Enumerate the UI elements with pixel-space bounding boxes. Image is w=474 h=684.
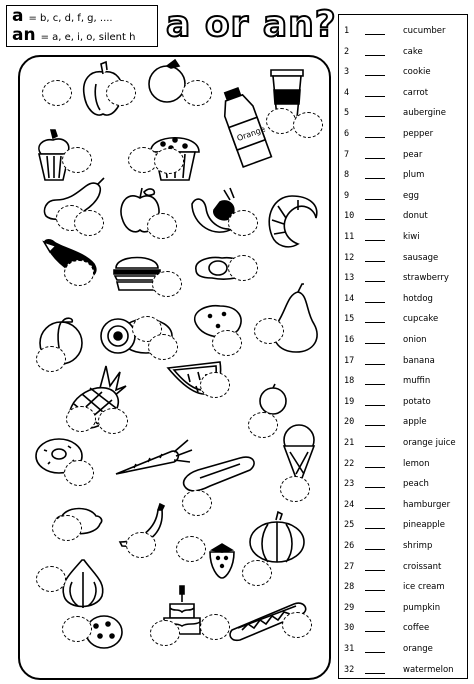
list-item — [339, 82, 469, 102]
answer-circle[interactable] — [200, 372, 230, 398]
item-word: pumpkin — [403, 602, 441, 613]
answer-circle[interactable] — [148, 334, 178, 360]
list-item — [339, 185, 469, 205]
onion-icon — [58, 556, 108, 612]
answer-blank[interactable] — [365, 405, 385, 406]
item-number: 5 — [344, 108, 350, 119]
item-word: coffee — [403, 623, 430, 634]
item-number: 24 — [344, 499, 355, 510]
list-item — [339, 41, 469, 61]
answer-circle[interactable] — [62, 616, 92, 642]
list-item — [339, 411, 469, 431]
item-number: 10 — [344, 211, 355, 222]
item-word: kiwi — [403, 232, 420, 242]
list-item — [339, 247, 469, 267]
item-word: croissant — [403, 561, 442, 572]
answer-blank[interactable] — [365, 96, 385, 97]
answer-circle[interactable] — [52, 515, 82, 541]
item-number: 4 — [344, 87, 350, 98]
juice-label: Orange — [235, 124, 267, 144]
list-item — [339, 391, 469, 411]
answer-circle[interactable] — [36, 346, 66, 372]
item-number: 31 — [344, 644, 355, 654]
answer-blank[interactable] — [365, 199, 385, 200]
pumpkin-icon — [248, 512, 306, 564]
item-word: onion — [403, 335, 427, 345]
item-number: 1 — [344, 26, 350, 36]
answer-blank[interactable] — [365, 508, 385, 509]
item-word: peach — [403, 479, 429, 490]
item-word: potato — [403, 396, 431, 407]
item-number: 21 — [344, 438, 355, 448]
item-number: 30 — [344, 623, 355, 634]
list-item — [339, 267, 469, 287]
answer-circle[interactable] — [66, 406, 96, 432]
item-number: 18 — [344, 376, 355, 387]
item-word: carrot — [403, 87, 429, 98]
answer-blank[interactable] — [365, 528, 385, 529]
answer-blank[interactable] — [365, 425, 385, 426]
item-number: 32 — [344, 664, 355, 675]
item-word: pepper — [403, 129, 434, 139]
rule-a — [12, 6, 113, 26]
item-word: hamburger — [403, 499, 451, 510]
item-number: 16 — [344, 335, 355, 345]
answer-circle[interactable] — [228, 210, 258, 236]
item-number: 3 — [344, 67, 350, 78]
answer-circle[interactable] — [62, 147, 92, 173]
page-title: a or an? — [166, 4, 337, 45]
list-item — [339, 123, 469, 143]
cucumber-icon — [180, 452, 260, 492]
answer-circle[interactable] — [228, 255, 258, 281]
answer-blank[interactable] — [365, 178, 385, 179]
list-item — [339, 514, 469, 534]
answer-blank[interactable] — [365, 487, 385, 488]
item-number: 2 — [344, 46, 350, 57]
answer-blank[interactable] — [365, 384, 385, 385]
answer-blank[interactable] — [365, 322, 385, 323]
list-item — [339, 102, 469, 122]
item-number: 9 — [344, 190, 350, 201]
rule-an-letter: an — [12, 25, 36, 45]
item-number: 13 — [344, 273, 355, 284]
item-number: 11 — [344, 232, 355, 242]
answer-blank[interactable] — [365, 302, 385, 303]
answer-blank[interactable] — [365, 116, 385, 117]
answer-circle[interactable] — [154, 148, 184, 174]
answer-blank[interactable] — [365, 219, 385, 220]
list-item — [339, 144, 469, 164]
list-item — [339, 473, 469, 493]
item-word: cake — [403, 46, 423, 57]
list-item — [339, 597, 469, 617]
list-item — [339, 638, 469, 658]
answer-circle[interactable] — [147, 213, 177, 239]
answer-blank[interactable] — [365, 570, 385, 571]
pear-icon — [268, 282, 322, 354]
item-word: aubergine — [403, 108, 446, 119]
item-number: 22 — [344, 458, 355, 469]
list-item — [339, 61, 469, 81]
list-item — [339, 556, 469, 576]
answer-circle[interactable] — [182, 490, 212, 516]
answer-blank[interactable] — [365, 343, 385, 344]
item-number: 19 — [344, 396, 355, 407]
list-item — [339, 535, 469, 555]
item-number: 27 — [344, 561, 355, 572]
answer-blank[interactable] — [365, 281, 385, 282]
item-word: cucumber — [403, 26, 446, 36]
item-word: pear — [403, 149, 423, 160]
juice-bottle-icon — [216, 86, 274, 170]
item-number: 15 — [344, 314, 355, 325]
answer-circle[interactable] — [64, 460, 94, 486]
item-number: 8 — [344, 170, 350, 181]
rule-a-text: = b, c, d, f, g, .... — [28, 13, 113, 24]
list-item — [339, 226, 469, 246]
item-word: lemon — [403, 458, 430, 469]
answer-circle[interactable] — [74, 210, 104, 236]
answer-circle[interactable] — [242, 560, 272, 586]
item-word: sausage — [403, 252, 439, 263]
answer-circle[interactable] — [212, 330, 242, 356]
list-item — [339, 205, 469, 225]
item-number: 29 — [344, 602, 355, 613]
item-number: 20 — [344, 417, 355, 428]
rule-a-letter: a — [12, 6, 24, 26]
answer-blank[interactable] — [365, 55, 385, 56]
list-item — [339, 494, 469, 514]
answer-circle[interactable] — [280, 476, 310, 502]
answer-circle[interactable] — [36, 566, 66, 592]
item-word: cookie — [403, 67, 431, 78]
answer-circle[interactable] — [282, 612, 312, 638]
answer-circle[interactable] — [254, 318, 284, 344]
list-item — [339, 432, 469, 452]
answer-circle[interactable] — [200, 614, 230, 640]
list-item — [339, 164, 469, 184]
item-word: strawberry — [403, 273, 449, 284]
answer-blank[interactable] — [365, 261, 385, 262]
answer-blank[interactable] — [365, 446, 385, 447]
answer-circle[interactable] — [266, 108, 296, 134]
strawberry-icon — [206, 540, 238, 580]
list-item — [339, 453, 469, 473]
rule-box — [6, 5, 158, 47]
answer-blank[interactable] — [365, 75, 385, 76]
answer-blank[interactable] — [365, 611, 385, 612]
item-word: watermelon — [403, 664, 454, 675]
item-number: 28 — [344, 582, 355, 593]
list-item — [339, 329, 469, 349]
item-word: orange juice — [403, 438, 456, 448]
item-number: 23 — [344, 479, 355, 490]
answer-blank[interactable] — [365, 652, 385, 653]
answer-circle[interactable] — [176, 536, 206, 562]
item-number: 12 — [344, 252, 355, 263]
answer-blank[interactable] — [365, 467, 385, 468]
answer-circle[interactable] — [248, 412, 278, 438]
list-item — [339, 370, 469, 390]
item-number: 25 — [344, 520, 355, 531]
item-number: 17 — [344, 355, 355, 366]
item-word: pineapple — [403, 520, 445, 531]
answer-blank[interactable] — [365, 137, 385, 138]
list-item — [339, 576, 469, 596]
word-list — [338, 14, 468, 679]
item-number: 14 — [344, 293, 355, 304]
item-word: ice cream — [403, 582, 445, 593]
answer-blank[interactable] — [365, 240, 385, 241]
answer-circle[interactable] — [106, 80, 136, 106]
answer-blank[interactable] — [365, 364, 385, 365]
list-item — [339, 350, 469, 370]
item-word: orange — [403, 644, 433, 654]
item-word: plum — [403, 170, 425, 181]
answer-blank[interactable] — [365, 549, 385, 550]
item-number: 7 — [344, 149, 350, 160]
answer-circle[interactable] — [182, 80, 212, 106]
list-item — [339, 308, 469, 328]
item-word: hotdog — [403, 293, 433, 304]
item-word: muffin — [403, 376, 431, 387]
item-word: donut — [403, 211, 428, 222]
answer-blank[interactable] — [365, 590, 385, 591]
item-word: shrimp — [403, 541, 433, 551]
item-number: 26 — [344, 541, 355, 551]
answer-blank[interactable] — [365, 631, 385, 632]
answer-blank[interactable] — [365, 158, 385, 159]
item-word: apple — [403, 417, 427, 428]
list-item — [339, 20, 469, 40]
rule-an-text: = a, e, i, o, silent h — [40, 32, 136, 43]
item-number: 6 — [344, 129, 350, 139]
rule-an — [12, 25, 135, 45]
list-item — [339, 288, 469, 308]
answer-circle[interactable] — [150, 620, 180, 646]
answer-blank[interactable] — [365, 34, 385, 35]
item-word: egg — [403, 190, 420, 201]
answer-circle[interactable] — [152, 271, 182, 297]
answer-circle[interactable] — [293, 112, 323, 138]
item-word: banana — [403, 355, 435, 366]
answer-circle[interactable] — [126, 532, 156, 558]
croissant-icon — [258, 190, 322, 254]
answer-circle[interactable] — [98, 408, 128, 434]
answer-blank[interactable] — [365, 673, 385, 674]
answer-circle[interactable] — [42, 80, 72, 106]
answer-circle[interactable] — [64, 260, 94, 286]
list-item — [339, 659, 469, 679]
item-word: cupcake — [403, 314, 439, 325]
list-item — [339, 617, 469, 637]
